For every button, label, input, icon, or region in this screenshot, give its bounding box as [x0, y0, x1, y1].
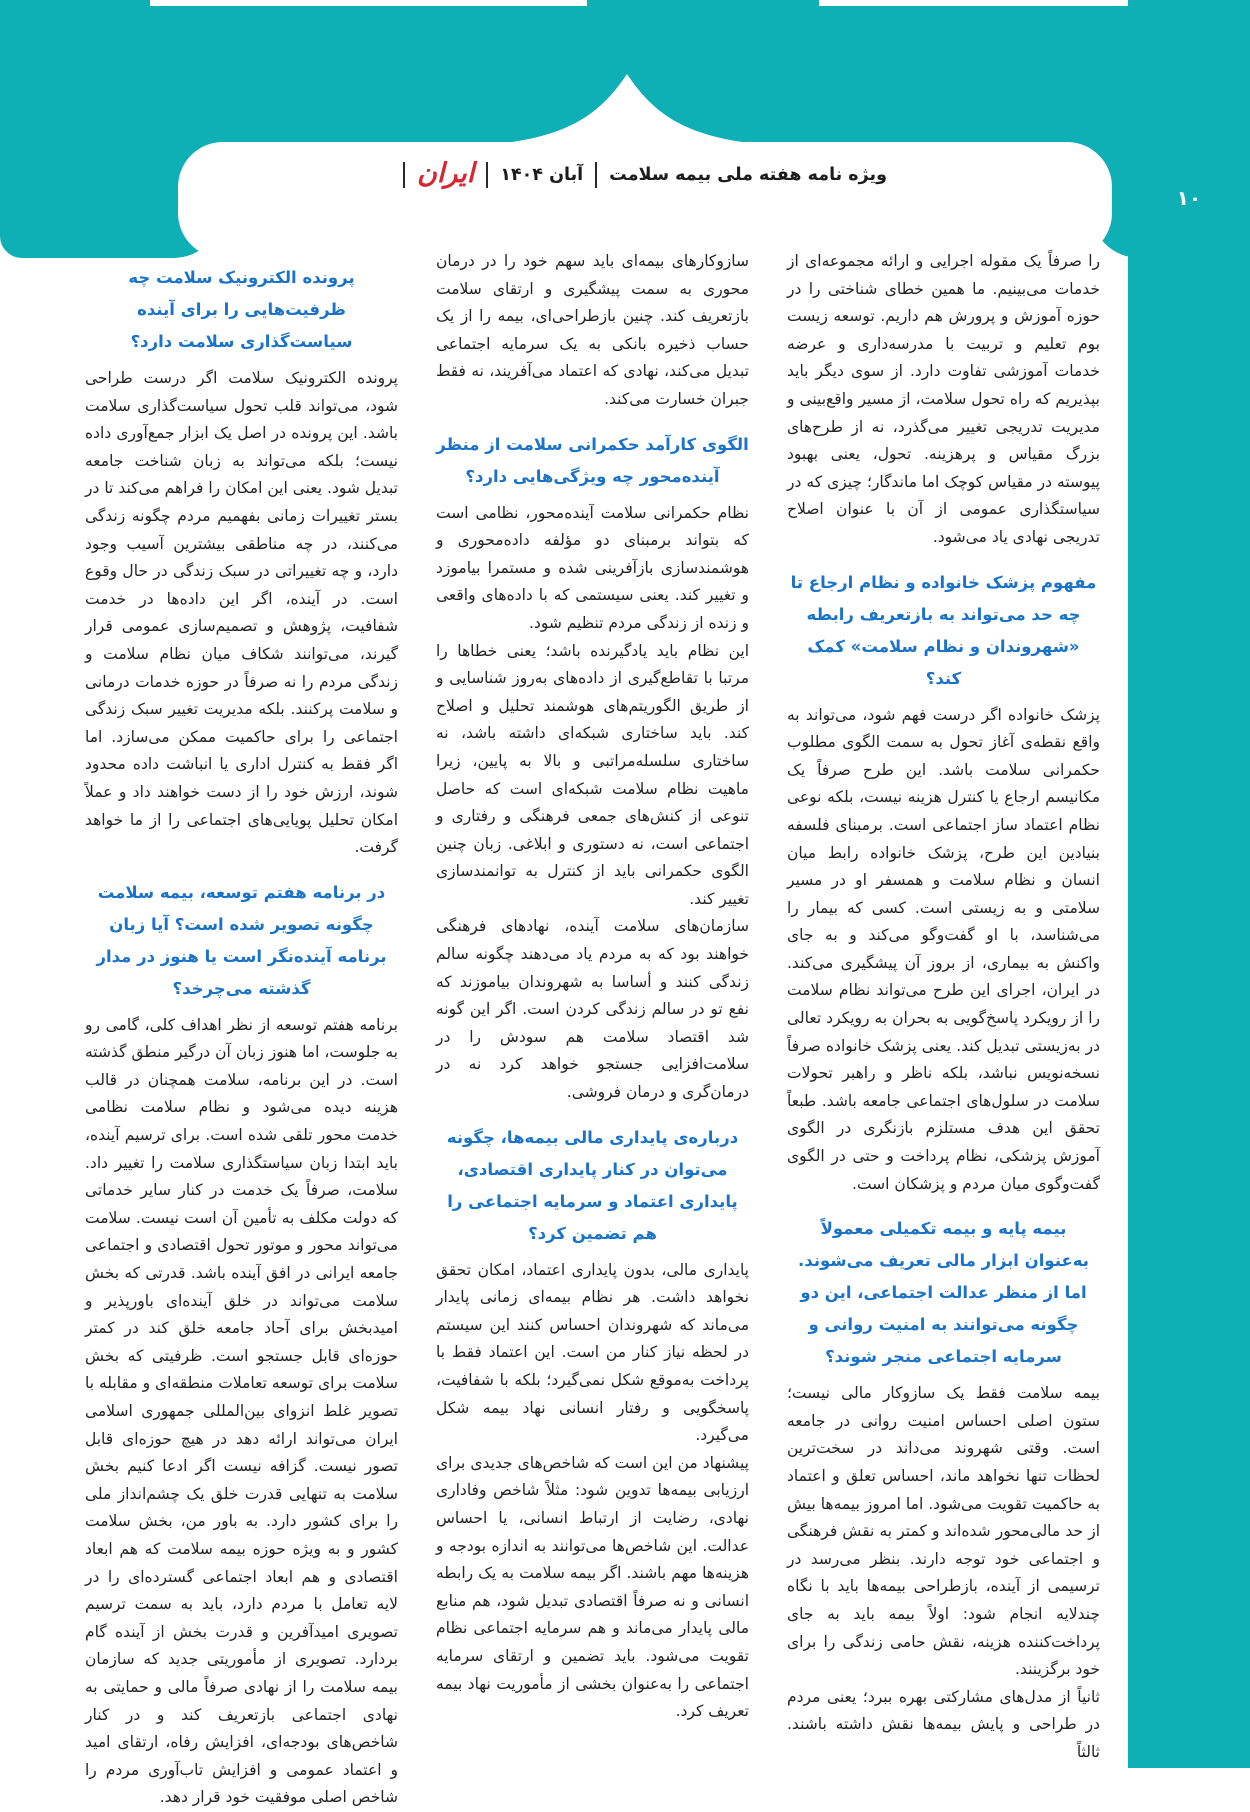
dome-ornament: [497, 74, 757, 144]
answer-paragraph: برنامه هفتم توسعه از نظر اهداف کلی، گامی رو به جلوست، اما هنوز زبان آن درگیر منطق گذشته است. در این برنامه، سلامت همچنان در قالب هزینه دیده می‌شود و نظام سلامت نظامی خدمت محور تلقی شده است. برای ترسیم آینده، باید ابتدا زبان سیاستگذاری سلامت را تغییر داد. سلامت، صرفاً یک خدمت در کنار سایر خدماتی که دولت مکلف به تأمین آن است نیست. سلامت می‌تواند محور و موتور تحول اقتصادی و اجتماعی جامعه ایرانی در افق آینده باشد. قدرتی که بخش سلامت می‌تواند در خلق آینده‌ای باورپذیر و امیدبخش برای آحاد جامعه خلق کند در کمتر حوزه‌ای قابل جستجو است. ظرفیتی که بخش سلامت برای توسعه تعاملات منطقه‌ای و مقابله با تصویر غلط انزوای بین‌المللی جمهوری اسلامی ایران می‌تواند ارائه دهد در هیچ حوزه‌ای قابل تصور نیست. گزافه نیست اگر ادعا کنیم بخش سلامت به تنهایی قدرت خلق یک چشم‌انداز ملی را برای کشور دارد. به باور من، بخش سلامت کشور و به ویژه حوزه بیمه سلامت که هم ابعاد اقتصادی و هم ابعاد اجتماعی گسترده‌ای را در لایه تعامل با مردم دارد، باید به سمت ترسیم تصویری امیدآفرین و قدرت بخش از آینده گام بردارد. تصویری از مأموریتی جدید که سازمان بیمه سلامت را از نهادی صرفاً مالی و حمایتی به نهادی اجتماعی بازتعریف کند و در کنار شاخص‌های بودجه‌ای، افزایش رفاه، ارتقای امید و اعتماد عمومی و افزایش تاب‌آوری مردم را شاخص اصلی موفقیت خود قرار دهد.: [85, 1015, 398, 1807]
answer-paragraph: پایداری مالی، بدون پایداری اعتماد، امکان تحقق نخواهد داشت. هر نظام بیمه‌ای زمانی پایدار می‌ماند که شهروندان احساس کنند این سیستم در لحظه نیاز کنار من است. این اعتماد فقط با پرداخت به‌موقع شکل نمی‌گیرد؛ بلکه با شفافیت، پاسخگویی و رفتار انسانی نهاد بیمه شکل می‌گیرد.: [436, 1260, 749, 1445]
question-heading: درباره‌ی پایداری مالی بیمه‌ها، چگونه می‌توان در کنار پایداری اقتصادی، پایداری اعتماد و سرمایه اجتماعی را هم تضمین کرد؟: [446, 1127, 739, 1243]
answer-paragraph: سازوکارهای بیمه‌ای باید سهم خود را در درمان محوری به سمت پیشگیری و ارتقای سلامت بازتعریف کند. چنین بازطراحی‌ای، بیمه را از یک حساب ذخیره بانکی به یک سرمایه اجتماعی تبدیل می‌کند، نهادی که اعتماد می‌آفریند، نه فقط جبران خسارت می‌کند.: [436, 252, 749, 408]
article-columns: [85, 248, 1100, 1812]
answer-paragraph: را صرفاً یک مقوله اجرایی و ارائه مجموعه‌ای از خدمات می‌بینیم. ما همین خطای شناختی را در حوزه آموزش و پرورش هم داریم. توسعه زیست بوم تعلیم و تربیت با مدرسه‌داری و عرضه خدمات آموزشی تفاوت دارد. از سوی دیگر باید بپذیریم که راه تحول سلامت، از مسیر واقع‌بینی و مدیریت تدریجی تغییر می‌گذرد، نه از طرح‌های بزرگ مقیاس و پرهزینه. تحول، یعنی بهبود پیوسته در مقیاس کوچک اما ماندگار؛ چیزی که در سیاستگذاری عمومی از آن با عنوان اصلاح تدریجی نهادی یاد می‌شود.: [787, 252, 1100, 546]
answer-paragraph: سازمان‌های سلامت آینده، نهادهای فرهنگی خواهند بود که به مردم یاد می‌دهند چگونه سالم زندگی کنند و أساسا به شهروندان بیاموزند که نفع تو در سالم زندگی کردن است. اگر این گونه شد اقتصاد سلامت هم سودش را در سلامت‌افزایی جستجو خواهد کرد نه در درمان‌گری و درمان فروشی.: [436, 917, 749, 1102]
article-column-right: [787, 248, 1100, 1812]
masthead-title: ویژه نامه هفته ملی بیمه سلامت: [609, 165, 887, 185]
answer-paragraph: پزشک خانواده اگر درست فهم شود، می‌تواند به واقع نقطه‌ی آغاز تحول به سمت الگوی مطلوب حکمرانی سلامت باشد. این طرح صرفاً یک مکانیسم ارجاع یا کنترل هزینه نیست، بلکه نوعی نظام اعتماد ساز اجتماعی است. برمبنای فلسفه بنیادین این طرح، پزشک خانواده رابط میان انسان و نظام سلامت و همسفر او در مسیر سلامتی و به زیستی است. کسی که بیمار را می‌شناسد، با او گفت‌وگو می‌کند و به جای واکنش به بیماری، از بروز آن پیشگیری می‌کند. در ایران، اجرای این طرح می‌تواند نظام سلامت را از رویکرد پاسخ‌گویی به بحران به رویکرد تعالی در به‌زیستی تبدیل کند. یعنی پزشک خانواده صرفاً نسخه‌نویس نباشد، بلکه ناظر و راهبر تحولات سلامت در سلول‌های اجتماعی جامعه باشد. طبعاً تحقق این هدف مستلزم بازنگری در الگوی آموزش پزشکی، نظام پرداخت و حتی در الگوی گفت‌وگوی میان مردم و پزشکان است.: [787, 705, 1100, 1193]
teal-top-tab: [587, 0, 819, 7]
answer-paragraph: پرونده الکترونیک سلامت اگر درست طراحی شود، می‌تواند قلب تحول سیاست‌گذاری سلامت باشد. این پرونده در اصل یک ابزار جمع‌آوری داده نیست؛ بلکه می‌تواند به زبان شناخت جامعه تبدیل شود. یعنی این امکان را فراهم می‌کند تا در بستر تغییرات زمانی بفهمیم مردم چگونه زندگی می‌کنند، در چه مناطقی بیشترین آسیب وجود دارد، و چه تغییراتی در سبک زندگی در حال وقوع است. در آینده، اگر این داده‌ها در خدمت شفافیت، پژوهش و تصمیم‌سازی عمومی قرار گیرند، می‌توانند شکاف میان نظام سلامت و زندگی مردم را نه صرفاً در حوزه خدمات درمانی و سلامت پرکنند. بلکه مدیریت تغییر سبک زندگی اجتماعی را برای حاکمیت ممکن می‌سازد. اما اگر فقط به کنترل اداری یا انباشت داده محدود شوند، ارزش خود را از دست خواهند داد و عملاً امکان تحلیل پویایی‌های اجتماعی را از ما خواهد گرفت.: [85, 369, 398, 857]
masthead: [178, 152, 1112, 198]
article-column-left: [85, 248, 398, 1812]
article-column-middle: [436, 248, 749, 1812]
answer-paragraph: ثانیاً از مدل‌های مشارکتی بهره ببرد؛ یعنی مردم در طراحی و پایش بیمه‌ها نقش داشته باشند. ثالثاً: [787, 1687, 1100, 1761]
right-edge-strip: [1128, 0, 1250, 1768]
masthead-date: آبان ۱۴۰۴: [500, 165, 584, 185]
question-heading: بیمه پایه و بیمه تکمیلی معمولاً به‌عنوان ابزار مالی تعریف می‌شوند. اما از منظر عدالت اجتماعی، این دو چگونه می‌توانند به امنیت روانی و سرمایه اجتماعی منجر شوند؟: [798, 1219, 1089, 1367]
separator-bar: [595, 162, 597, 188]
question-heading: پرونده الکترونیک سلامت چه ظرفیت‌هایی را برای آینده سیاست‌گذاری سلامت دارد؟: [128, 268, 355, 351]
answer-paragraph: بیمه سلامت فقط یک سازوکار مالی نیست؛ ستون اصلی احساس امنیت روانی در جامعه است. وقتی شهروند می‌داند در سخت‌ترین لحظات تنها نخواهد ماند، احساس تعلق و اعتماد به حاکمیت تقویت می‌شود. اما امروز بیمه‌ها بیش از حد مالی‌محور شده‌اند و کمتر به نقش فرهنگی و اجتماعی خود توجه دارند. بنظر می‌رسد در ترسیمی از آینده، بازطراحی بیمه‌ها باید با نگاه چندلایه انجام شود: اولاً بیمه باید به جای پرداخت‌کننده هزینه، نقش حامی زندگی را برای خود برگزینند.: [787, 1384, 1100, 1679]
separator-bar: [486, 162, 488, 188]
separator-bar: [403, 162, 405, 188]
answer-paragraph: پیشنهاد من این است که شاخص‌های جدیدی برای ارزیابی بیمه‌ها تدوین شود: مثلاً شاخص وفاداری نهادی، رضایت از ارتباط انسانی، یا احساس عدالت. این شاخص‌ها می‌توانند به اندازه بودجه و هزینه‌ها مهم باشند. اگر بیمه سلامت به یک رابطه انسانی و نه صرفاً اقتصادی تبدیل شود، هم منابع مالی پایدار می‌ماند و هم سرمایه اجتماعی نظام تقویت می‌شود. باید تضمین و ارتقای سرمایه اجتماعی را به‌عنوان بخشی از مأموریت نهاد بیمه تعریف کرد.: [436, 1453, 749, 1721]
answer-paragraph: این نظام باید یادگیرنده باشد؛ یعنی خطاها را مرتبا با تقاطع‌گیری از داده‌های به‌روز شناسایی و از طریق الگوریتم‌های هوشمند تحلیل و اصلاح کند. باید ساختاری شبکه‌ای داشته باشد، نه ساختاری سلسله‌مراتبی و بالا به پایین، زیرا ماهیت نظام سلامت شبکه‌ای است که حاصل تنوعی از کنش‌های جمعی فرهنگی و رفتاری و اجتماعی است، نه دستوری و ابلاغی. زبان چنین الگوی حکمرانی باید از کنترل به توانمندسازی تغییر کند.: [436, 641, 749, 908]
page-number: ۱۰: [1176, 186, 1202, 210]
teal-top-tab: [0, 0, 150, 7]
teal-top-tab: [1150, 0, 1250, 7]
answer-paragraph: نظام حکمرانی سلامت آینده‌محور، نظامی است که بتواند برمبنای دو مؤلفه داده‌محوری و هوشمندسازی بازآفرینی شده و مستمرا بیاموزد و تغییر کند. یعنی سیستمی که با داده‌های واقعی و زنده از زندگی مردم تنظیم شود.: [436, 503, 749, 632]
question-heading: الگوی کارآمد حکمرانی سلامت از منظر آینده‌محور چه ویژگی‌هایی دارد؟: [436, 434, 749, 486]
iran-newspaper-logo: ایران: [417, 157, 475, 189]
question-heading: مفهوم پزشک خانواده و نظام ارجاع تا چه حد می‌تواند به بازتعریف رابطه «شهروندان و نظام سلامت» کمک کند؟: [790, 572, 1097, 688]
question-heading: در برنامه هفتم توسعه، بیمه سلامت چگونه تصویر شده است؟ آیا زبان برنامه آینده‌نگر است یا هنوز در مدار گذشته می‌چرخد؟: [96, 882, 387, 998]
